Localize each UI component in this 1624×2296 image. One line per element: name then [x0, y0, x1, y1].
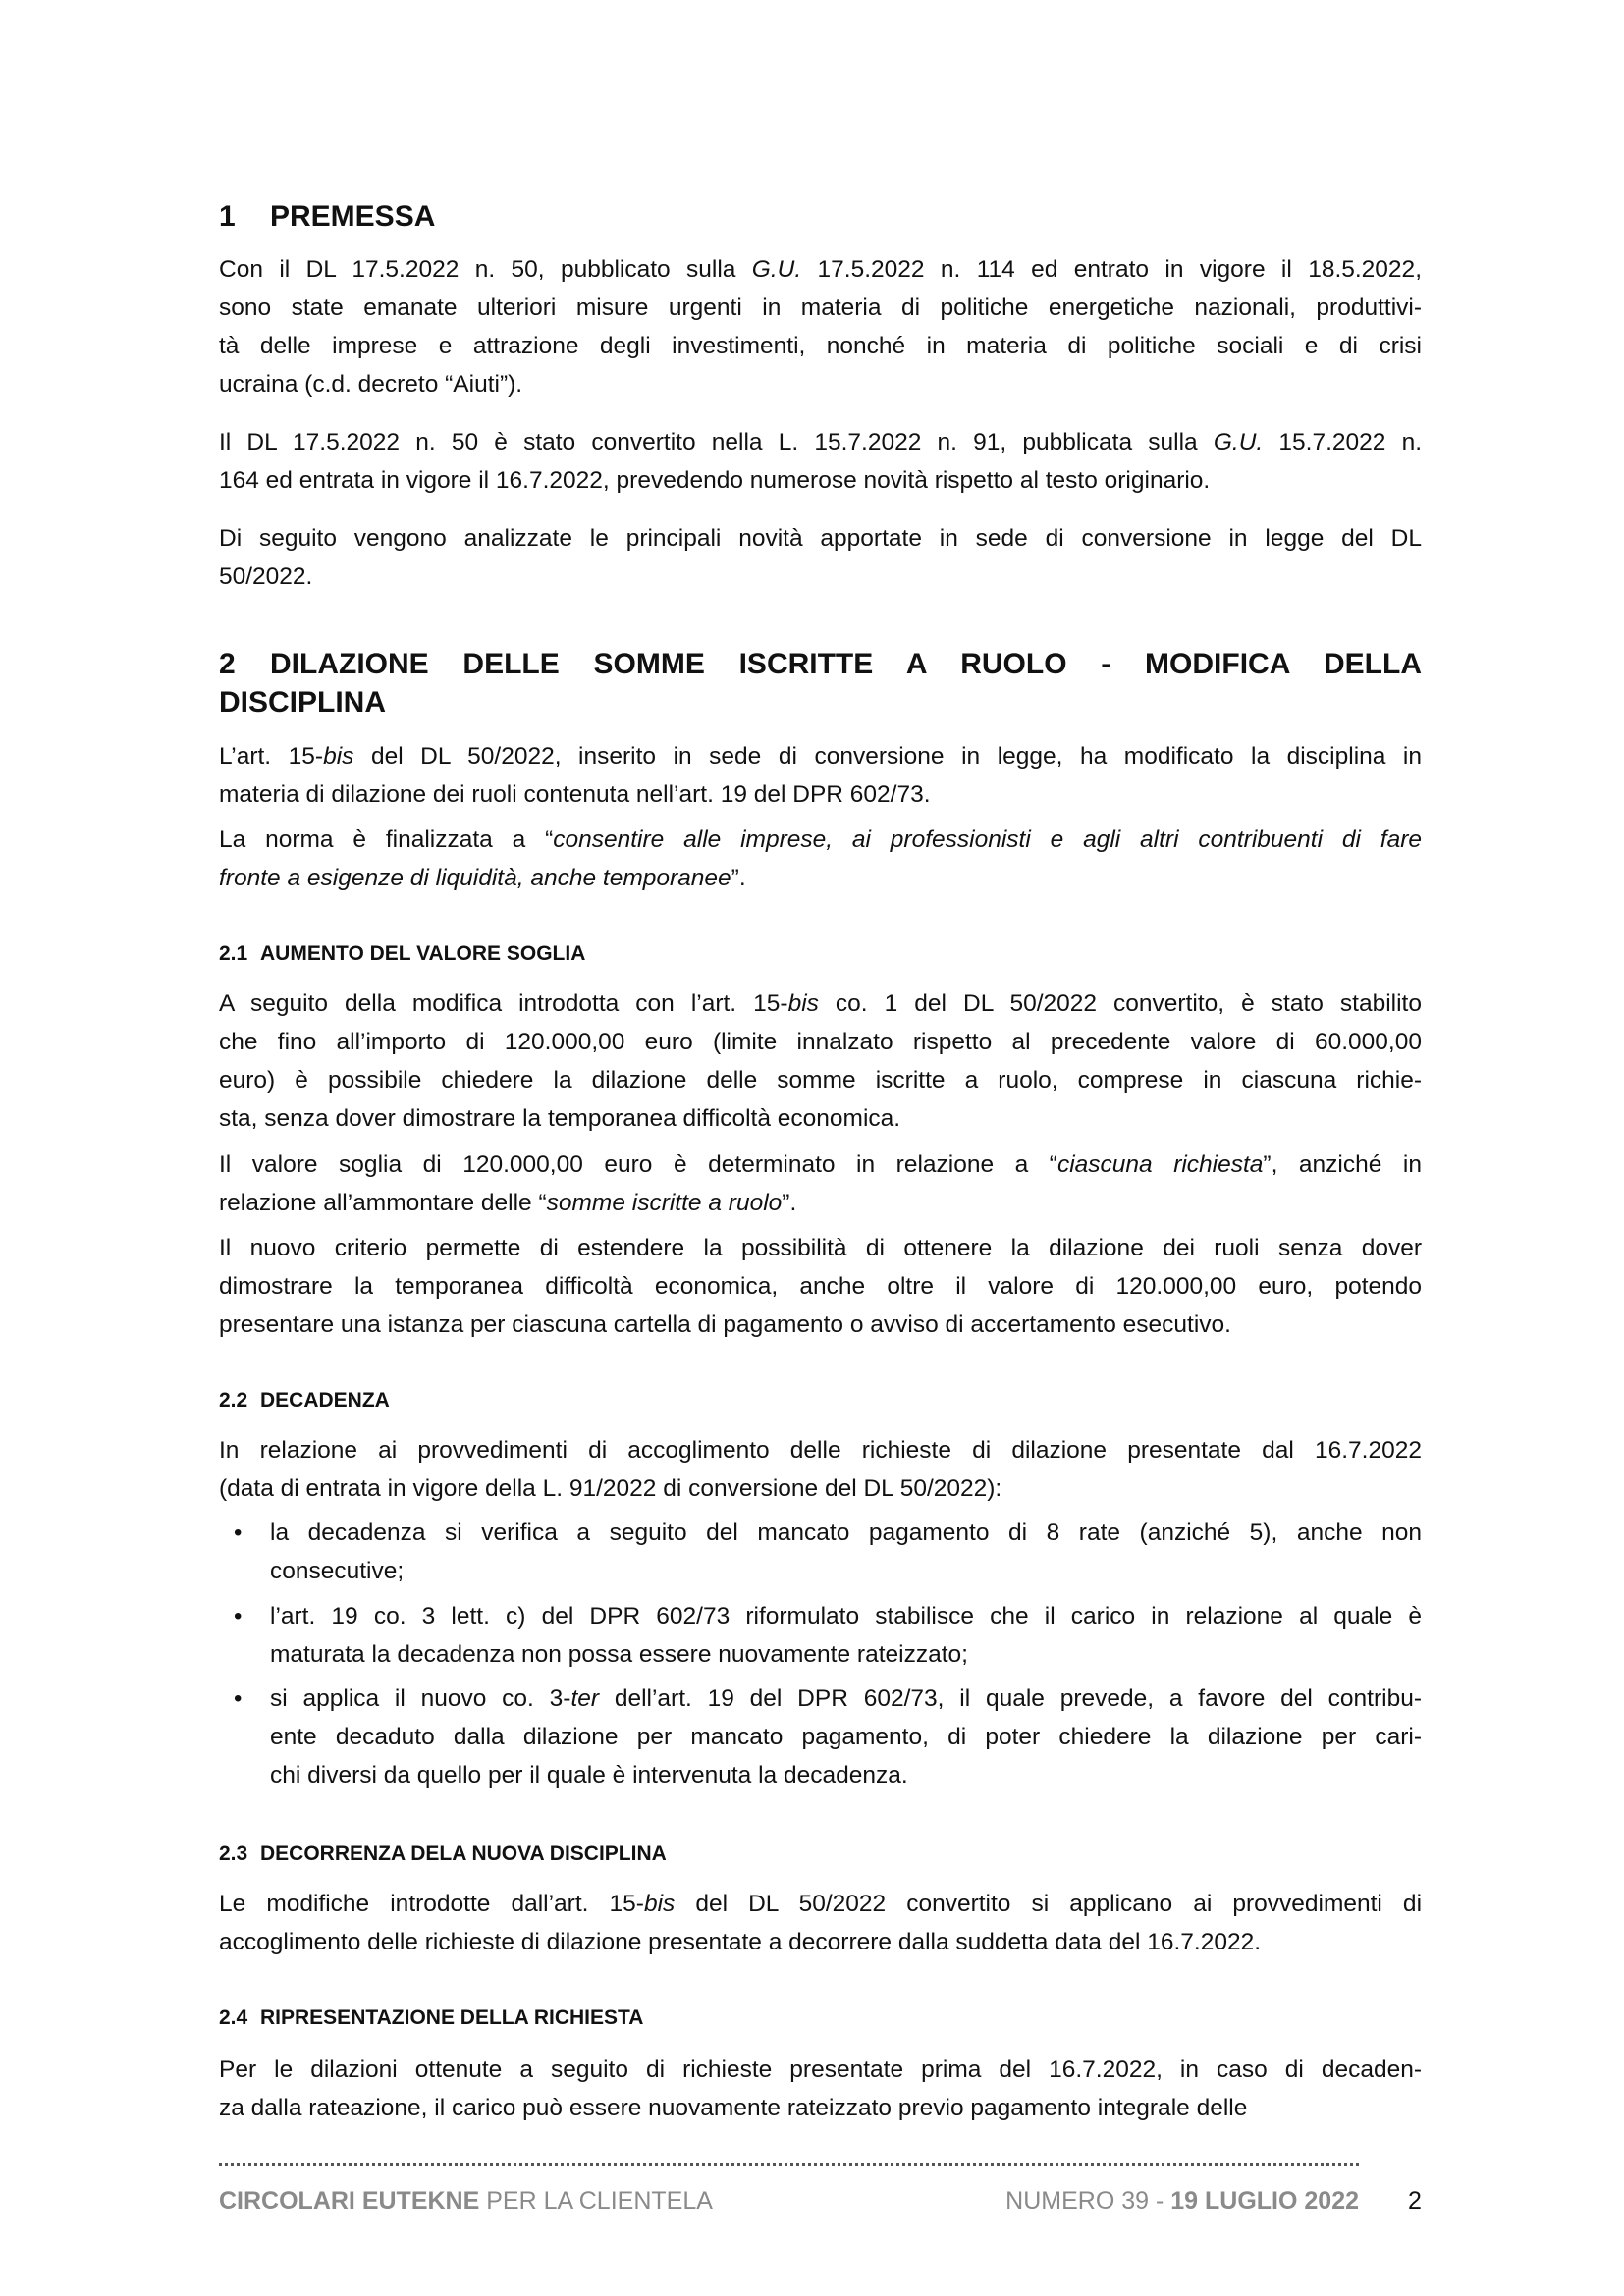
paragraph — [219, 737, 1422, 814]
text-run: dimostrare la temporanea difficoltà economica, anche oltre il valore di 120.000,00 euro, potendo — [219, 1273, 1422, 1300]
paragraph — [219, 2051, 1422, 2127]
text-run: che fino all’importo di 120.000,00 euro (limite innalzato rispetto al precedente valore di 60.000,00 — [219, 1029, 1422, 1055]
footer-issue-number: NUMERO 39 - — [1005, 2187, 1171, 2215]
paragraph — [219, 250, 1422, 403]
italic-text: fronte a esigenze di liquidità, anche temporanee — [219, 865, 731, 891]
footer-brand-bold: CIRCOLARI EUTEKNE — [219, 2187, 480, 2215]
bullet-text — [270, 1597, 1422, 1674]
text-run: relazione all’ammontare delle “ — [219, 1190, 547, 1216]
italic-text: G.U. — [1213, 429, 1264, 455]
subsection-2-2-heading — [219, 1389, 1422, 1413]
section-title: DECORRENZA DELA NUOVA DISCIPLINA — [260, 1842, 667, 1865]
section-title-line — [219, 645, 1422, 683]
text-run: La norma è finalizzata a “ — [219, 827, 554, 853]
bullet-icon: • — [234, 1603, 243, 1629]
text-run: del DL 50/2022 convertito si applicano ai provvedimenti di — [675, 1891, 1423, 1917]
subsection-2-1-heading — [219, 942, 1422, 966]
section-title: PREMESSA — [270, 200, 436, 233]
paragraph — [219, 519, 1422, 596]
text-line — [219, 1267, 1422, 1306]
text-line — [219, 1431, 1422, 1469]
text-line — [219, 775, 1422, 814]
page-number: 2 — [1408, 2187, 1422, 2215]
bullet-item — [234, 1680, 1422, 1794]
bullet-icon: • — [234, 1520, 243, 1546]
text-run: sta, senza dover dimostrare la temporanea difficoltà economica. — [219, 1105, 901, 1132]
text-line — [270, 1680, 1422, 1718]
text-run: Per le dilazioni ottenute a seguito di richieste presentate prima del 16.7.2022, in caso di decaden- — [219, 2056, 1422, 2083]
text-line — [219, 327, 1422, 365]
text-run: ente decaduto dalla dilazione per mancato pagamento, di poter chiedere la dilazione per cari- — [270, 1724, 1422, 1750]
paragraph — [219, 423, 1422, 500]
paragraph — [219, 1146, 1422, 1222]
text-run: Il DL 17.5.2022 n. 50 è stato convertito nella L. 15.7.2022 n. 91, pubblicata sulla — [219, 429, 1214, 455]
paragraph — [219, 1229, 1422, 1344]
text-line — [219, 423, 1422, 461]
bullet-text — [270, 1680, 1422, 1794]
italic-text: bis — [787, 990, 819, 1017]
bullet-item — [234, 1597, 1422, 1674]
italic-text: ter — [570, 1685, 600, 1712]
text-run: 50/2022. — [219, 563, 313, 590]
section-title-line: DISCIPLINA — [219, 686, 387, 719]
text-run: co. 1 del DL 50/2022 convertito, è stato stabilito — [818, 990, 1422, 1017]
text-run: chi diversi da quello per il quale è intervenuta la decadenza. — [270, 1762, 908, 1789]
text-line — [219, 1099, 1422, 1138]
footer-divider — [219, 2163, 1359, 2166]
text-line — [219, 1306, 1422, 1344]
text-line — [219, 1229, 1422, 1267]
text-run: si applica il nuovo co. 3- — [270, 1685, 571, 1712]
text-line — [219, 1184, 1422, 1222]
text-run: Di seguito vengono analizzate le principali novità apportate in sede di conversione in legge del DL — [219, 525, 1422, 552]
text-line — [219, 2051, 1422, 2089]
section-2-heading — [219, 645, 1422, 721]
paragraph — [219, 821, 1422, 897]
italic-text: bis — [643, 1891, 676, 1917]
text-run: Le modifiche introdotte dall’art. 15- — [219, 1891, 644, 1917]
section-title: DECADENZA — [260, 1389, 390, 1412]
text-run: sono state emanate ulteriori misure urgenti in materia di politiche energetiche nazionali, produttivi- — [219, 294, 1422, 321]
text-line — [270, 1718, 1422, 1756]
text-run: ucraina (c.d. decreto “Aiuti”). — [219, 371, 523, 398]
text-line — [219, 2089, 1422, 2127]
section-number: 2 — [219, 648, 236, 680]
text-line — [219, 1923, 1422, 1961]
italic-text: G.U. — [751, 256, 802, 283]
text-run: 15.7.2022 n. — [1263, 429, 1422, 455]
bullet-icon: • — [234, 1685, 243, 1712]
text-line — [270, 1635, 1422, 1674]
text-line — [219, 821, 1422, 859]
footer-date: 19 LUGLIO 2022 — [1170, 2187, 1359, 2215]
italic-text: somme iscritte a ruolo — [546, 1190, 783, 1216]
text-line — [219, 365, 1422, 403]
text-line — [270, 1597, 1422, 1635]
section-number: 2.2 — [219, 1389, 248, 1412]
text-run: Il nuovo criterio permette di estendere la possibilità di ottenere la dilazione dei ruoli senza dover — [219, 1235, 1422, 1261]
section-title: DILAZIONE DELLE SOMME ISCRITTE A RUOLO - MODIFICA DELLA — [270, 648, 1422, 680]
section-number: 1 — [219, 200, 236, 233]
text-run: la decadenza si verifica a seguito del mancato pagamento di 8 rate (anziché 5), anche non — [270, 1520, 1422, 1546]
footer-brand-rest: PER LA CLIENTELA — [479, 2187, 713, 2215]
subsection-2-4-heading — [219, 2006, 1422, 2030]
text-line — [270, 1552, 1422, 1590]
text-line — [219, 1023, 1422, 1061]
section-title: AUMENTO DEL VALORE SOGLIA — [260, 942, 586, 965]
footer-brand — [219, 2185, 713, 2216]
paragraph — [219, 985, 1422, 1138]
section-number: 2.4 — [219, 2006, 248, 2029]
text-line — [219, 1061, 1422, 1099]
bullet-item — [234, 1514, 1422, 1590]
italic-text: ciascuna richiesta — [1056, 1151, 1264, 1178]
text-line — [219, 1469, 1422, 1508]
section-title: RIPRESENTAZIONE DELLA RICHIESTA — [260, 2006, 644, 2029]
text-line — [219, 289, 1422, 327]
text-run: Con il DL 17.5.2022 n. 50, pubblicato sulla — [219, 256, 752, 283]
text-run: consecutive; — [270, 1558, 405, 1584]
text-run: L’art. 15- — [219, 743, 324, 770]
text-run: 17.5.2022 n. 114 ed entrato in vigore il 18.5.2022, — [801, 256, 1422, 283]
text-run: In relazione ai provvedimenti di accoglimento delle richieste di dilazione presentate dal 16.7.2022 — [219, 1437, 1422, 1464]
text-run: 164 ed entrata in vigore il 16.7.2022, prevedendo numerose novità rispetto al testo originario. — [219, 467, 1211, 494]
text-run: l’art. 19 co. 3 lett. c) del DPR 602/73 riformulato stabilisce che il carico in relazione al quale è — [270, 1603, 1422, 1629]
text-run: (data di entrata in vigore della L. 91/2022 di conversione del DL 50/2022): — [219, 1475, 1002, 1502]
text-run: tà delle imprese e attrazione degli investimenti, nonché in materia di politiche sociali e di crisi — [219, 333, 1422, 359]
footer-issue — [1005, 2185, 1359, 2216]
text-line — [219, 250, 1422, 289]
text-line — [219, 737, 1422, 775]
paragraph — [219, 1431, 1422, 1508]
text-run: ”. — [782, 1190, 797, 1216]
text-line — [219, 985, 1422, 1023]
section-number: 2.1 — [219, 942, 248, 965]
text-run: del DL 50/2022, inserito in sede di conversione in legge, ha modificato la disciplina in — [353, 743, 1422, 770]
text-run: materia di dilazione dei ruoli contenuta nell’art. 19 del DPR 602/73. — [219, 781, 931, 808]
italic-text: consentire alle imprese, ai professionisti e agli altri contribuenti di fare — [553, 827, 1422, 853]
text-run: accoglimento delle richieste di dilazione presentate a decorrere dalla suddetta data del 16.7.2022. — [219, 1929, 1262, 1955]
text-run: ”. — [731, 865, 746, 891]
text-line — [270, 1756, 1422, 1794]
text-line — [270, 1514, 1422, 1552]
bullet-text — [270, 1514, 1422, 1590]
text-line — [219, 1885, 1422, 1923]
text-run: presentare una istanza per ciascuna cartella di pagamento o avviso di accertamento esecutivo. — [219, 1311, 1231, 1338]
italic-text: bis — [323, 743, 354, 770]
text-line — [219, 859, 1422, 897]
section-number: 2.3 — [219, 1842, 248, 1865]
text-run: za dalla rateazione, il carico può essere nuovamente rateizzato previo pagamento integrale delle — [219, 2095, 1248, 2121]
text-line — [219, 519, 1422, 558]
subsection-2-3-heading — [219, 1842, 1422, 1866]
text-run: dell’art. 19 del DPR 602/73, il quale prevede, a favore del contribu- — [599, 1685, 1422, 1712]
text-line — [219, 558, 1422, 596]
text-run: A seguito della modifica introdotta con l’art. 15- — [219, 990, 788, 1017]
text-run: euro) è possibile chiedere la dilazione delle somme iscritte a ruolo, comprese in ciascuna richie- — [219, 1067, 1422, 1094]
text-run: ”, anziché in — [1263, 1151, 1422, 1178]
text-run: Il valore soglia di 120.000,00 euro è determinato in relazione a “ — [219, 1151, 1057, 1178]
text-line — [219, 1146, 1422, 1184]
section-1-heading — [219, 197, 1422, 236]
paragraph — [219, 1885, 1422, 1961]
text-line — [219, 461, 1422, 500]
text-run: maturata la decadenza non possa essere nuovamente rateizzato; — [270, 1641, 968, 1668]
